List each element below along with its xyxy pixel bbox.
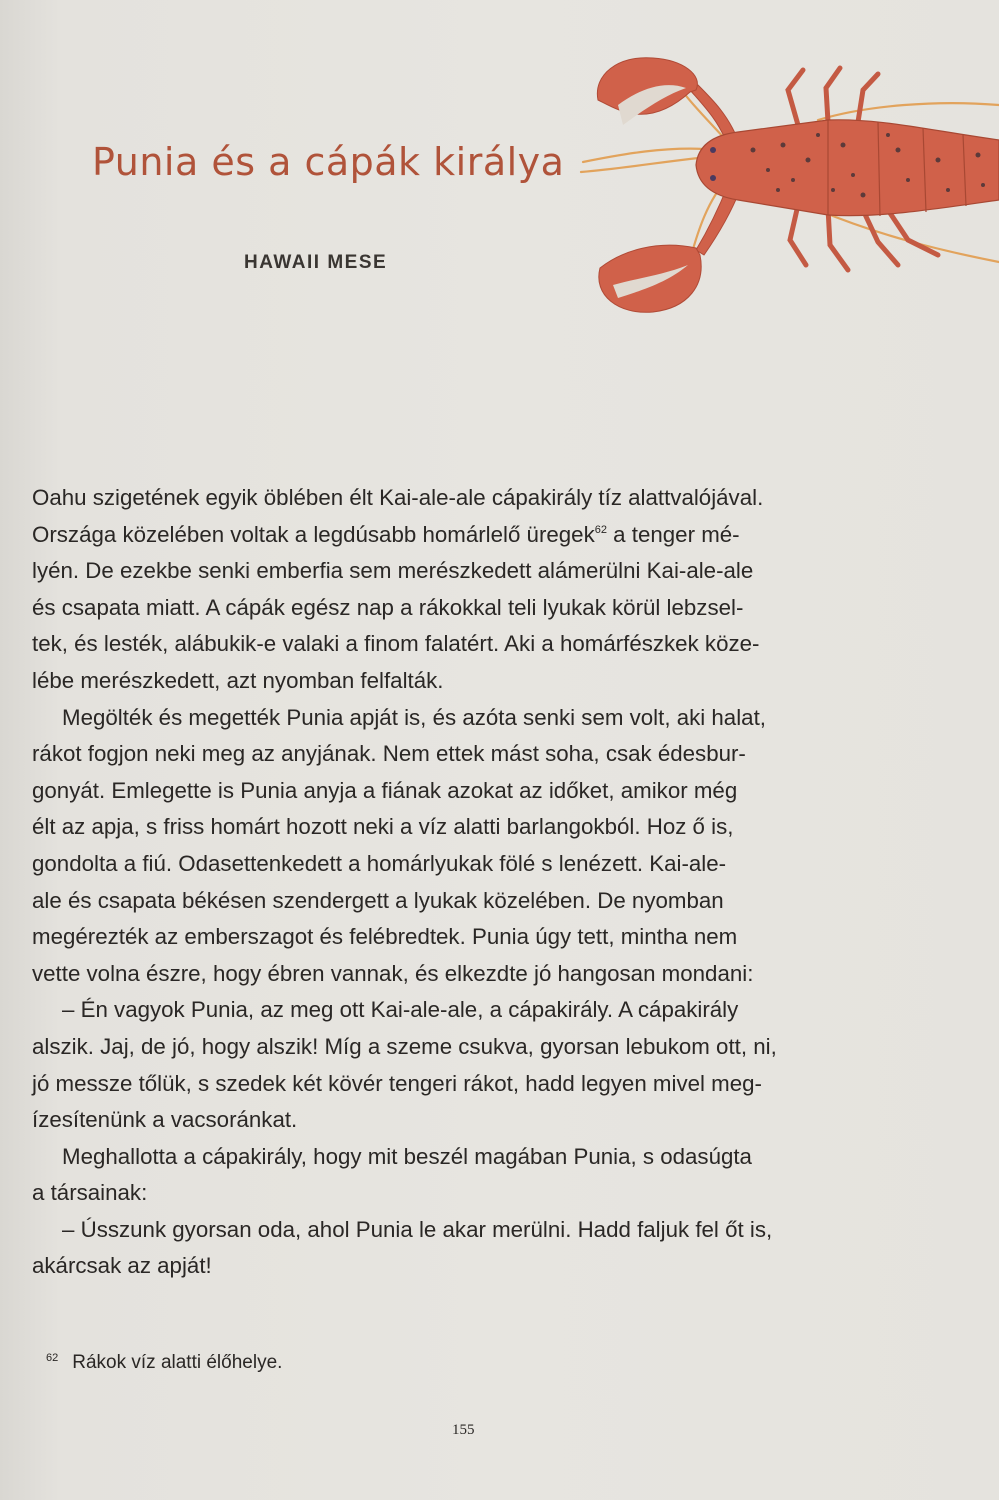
text-line: megérezték az emberszagot és felébredtek. Punia úgy tett, mintha nem [32,924,738,950]
footnote-text: Rákok víz alatti élőhelye. [72,1352,283,1373]
story-subtitle: HAWAII MESE [244,252,388,273]
text-line: és csapata miatt. A cápák egész nap a rákokkal teli lyukak körül lebzsel- [32,594,744,620]
text-line: gondolta a fiú. Odasettenkedett a homárlyukak fölé s lenézett. Kai-ale- [32,850,727,876]
text-line: lébe merészkedett, azt nyomban felfalták. [32,667,444,693]
page-title: Punia és a cápák királya [92,140,565,184]
text-line: rákot fogjon neki meg az anyjának. Nem ettek mást soha, csak édesbur- [32,741,746,767]
text-line: Oahu szigetének egyik öblében élt Kai-ale-ale cápakirály tíz alattvalójával. [32,485,764,510]
text-line: – Én vagyok Punia, az meg ott Kai-ale-ale, a cápakirály. A cápakirály [62,997,739,1023]
text-line: Meghallotta a cápakirály, hogy mit beszél magában Punia, s odasúgta [62,1143,752,1169]
text-line: ale és csapata békésen szendergett a lyukak közelében. De nyomban [32,887,724,913]
lobster-illustration [578,50,999,340]
text-line: – Ússzunk gyorsan oda, ahol Punia le akar merülni. Hadd faljuk fel őt is, [62,1216,773,1242]
text-line: ízesítenünk a vacsoránkat. [32,1107,298,1133]
text-line: lyén. De ezekbe senki emberfia sem merészkedett alámerülni Kai-ale-ale [32,558,754,584]
story-body [32,480,892,1285]
text-line: Megölték és megették Punia apját is, és azóta senki sem volt, aki halat, [62,704,766,730]
text-line: Országa közelében voltak a legdúsabb homárlelő üregek$^{62}$ a tenger mé- [32,521,740,547]
footnote [46,1352,282,1374]
text-line: vette volna észre, hogy ébren vannak, és elkezdte jó hangosan mondani: [32,960,754,986]
text-line: a társainak: [32,1180,148,1206]
footnote-number: 62 [46,1352,59,1364]
text-line: jó messze tőlük, s szedek két kövér tengeri rákot, hadd legyen mivel meg- [32,1070,762,1096]
text-line: tek, és lesték, alábukik-e valaki a finom falatért. Aki a homárfészkek köze- [32,631,760,657]
text-line: akárcsak az apját! [32,1253,212,1279]
text-line: élt az apja, s friss homárt hozott neki a víz alatti barlangokból. Hoz ő is, [32,814,734,840]
text-line: gonyát. Emlegette is Punia anyja a fiának azokat az időket, amikor még [32,777,738,803]
text-line: alszik. Jaj, de jó, hogy alszik! Míg a szeme csukva, gyorsan lebukom ott, ni, [32,1033,777,1059]
page-number: 155 [452,1422,475,1438]
footnote-reference: 62 [594,523,607,536]
